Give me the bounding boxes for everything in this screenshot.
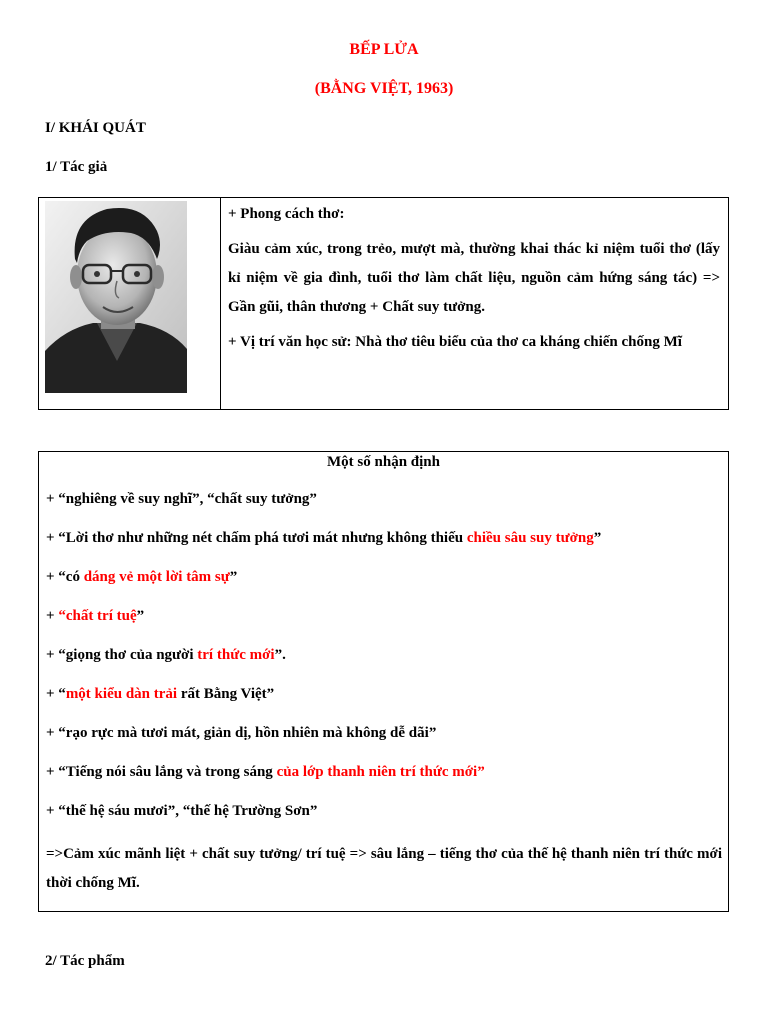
opinion-item: + “thế hệ sáu mươi”, “thế hệ Trường Sơn” [46,803,318,819]
opinion-item: + “nghiêng về suy nghĩ”, “chất suy tưởng” [46,491,317,507]
literary-position: + Vị trí văn học sử: Nhà thơ tiêu biểu của thơ ca kháng chiến chống Mĩ [228,334,682,350]
opinion-item: + “Lời thơ như những nét chấm phá tươi mát nhưng không thiếu chiều sâu suy tưởng” [46,530,602,546]
style-text: Giàu cảm xúc, trong trẻo, mượt mà, thường khai thác kỉ niệm tuổi thơ (lấy kỉ niệm về gia đình, tuổi thơ làm chất liệu, nguồn cảm hứng sáng tác) => Gần gũi, thân thương + Chất suy tưởng. [228,241,720,315]
opinion-item: + “có dáng vẻ một lời tâm sự” [46,569,238,585]
opinion-item: + “Tiếng nói sâu lắng và trong sáng của lớp thanh niên trí thức mới” [46,764,485,780]
author-description [228,200,720,357]
opinion-item: + “giọng thơ của người trí thức mới”. [46,647,286,663]
opinion-item: + “chất trí tuệ” [46,608,145,624]
section-heading-author: 1/ Tác giả [45,159,108,175]
opinions-box [38,451,729,912]
author-portrait [45,201,187,393]
section-heading-work: 2/ Tác phẩm [45,953,125,969]
opinions-heading: Một số nhận định [327,454,440,470]
author-table [38,197,729,410]
opinion-item: + “rạo rực mà tươi mát, giản dị, hồn nhiên mà không dễ dãi” [46,725,437,741]
opinions-conclusion: =>Cảm xúc mãnh liệt + chất suy tưởng/ trí tuệ => sâu lắng – tiếng thơ của thế hệ thanh niên trí thức mới thời chống Mĩ. [46,846,722,891]
document-title: BẾP LỬA [349,41,419,58]
document-subtitle: (BẰNG VIỆT, 1963) [314,80,454,97]
table-divider [220,198,221,409]
style-heading: + Phong cách thơ: [228,206,345,222]
section-heading-overview: I/ KHÁI QUÁT [45,120,146,136]
opinion-item: + “một kiểu dàn trải rất Bằng Việt” [46,686,275,702]
